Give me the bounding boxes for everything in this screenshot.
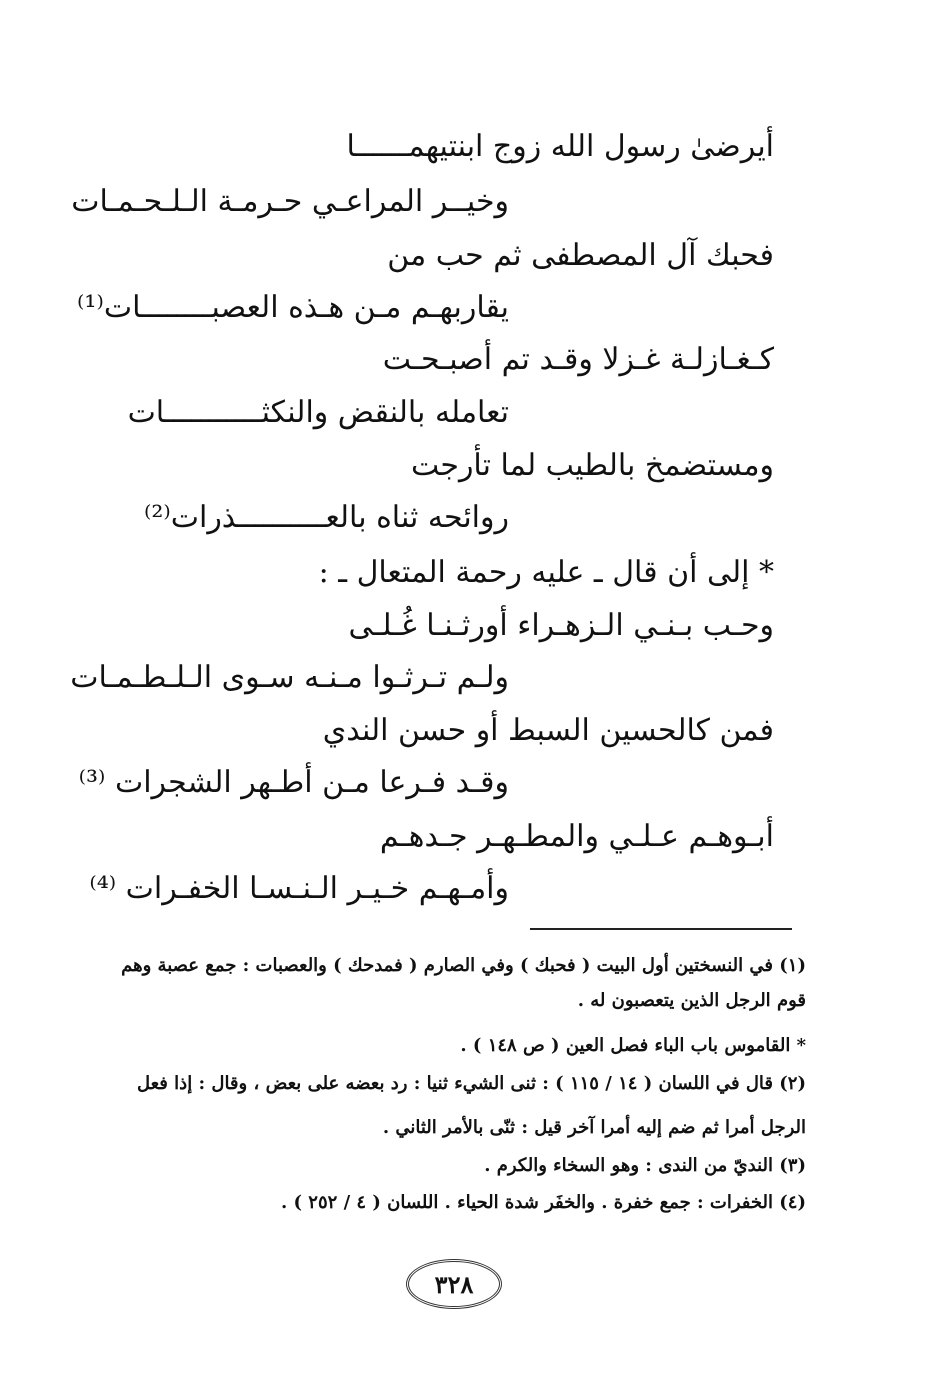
poem-line: أيرضىٰ رسول الله زوج ابنتيهمــــــا xyxy=(346,129,774,164)
footnote-4: (٤) الخفرات : جمع خفرة . والخفَر شدة الحياء . اللسان ( ٤ / ٢٥٢ ) . xyxy=(280,1192,806,1213)
poem-line: وقـد فـرعا مـن أطـهر الشجرات ⁽³⁾ xyxy=(78,765,509,800)
poem-line: فمن كالحسين السبط أو حسن الندي xyxy=(322,713,774,748)
footnote-2: (٢) قال في اللسان ( ١٤ / ١١٥ ) : ثنى الشيء ثنيا : رد بعضه على بعض ، وقال : إذا فعل xyxy=(136,1073,806,1094)
poem-line: ولـم تـرثـوا مـنـه سـوى الـلـطـمـات xyxy=(70,660,509,695)
poem-line: وخيــر المراعـي حـرمـة الـلـحـمـات xyxy=(71,184,509,219)
poem-interjection: * إلى أن قال ـ عليه رحمة المتعال ـ : xyxy=(318,555,774,590)
poem-line: وأمـهـم خـيـر الـنـسـا الخفـرات ⁽⁴⁾ xyxy=(89,871,509,906)
poem-line: روائحه ثناه بالعــــــــــذرات⁽²⁾ xyxy=(143,500,509,535)
poem-line: وحـب بـنـي الـزهـراء أورثـنـا غُـلـى xyxy=(348,608,774,643)
poem-line: يقاربهـم مـن هـذه العصبــــــــات⁽¹⁾ xyxy=(77,290,509,325)
poem-line: فحبك آل المصطفى ثم حب من xyxy=(387,238,774,273)
footnote-1: (١) في النسختين أول البيت ( فحبك ) وفي الصارم ( فمدحك ) والعصبات : جمع عصبة وهم xyxy=(121,955,806,976)
page-number-badge xyxy=(406,1259,502,1309)
footnote-1-note: * القاموس باب الباء فصل العين ( ص ١٤٨ ) . xyxy=(460,1035,806,1056)
page-number: ٣٢٨ xyxy=(434,1269,474,1299)
footnote-2-continued: الرجل أمرا ثم ضم إليه أمرا آخر قيل : ثنّى بالأمر الثاني . xyxy=(382,1117,806,1138)
poem-line: ومستضمخ بالطيب لما تأرجت xyxy=(410,448,774,483)
poem-line: كـغـازلـة غـزلا وقـد تم أصبـحـت xyxy=(382,342,774,377)
poem-line: تعامله بالنقض والنكثـــــــــــات xyxy=(127,395,509,430)
poem-line: أبـوهـم عـلـي والمطـهـر جـدهـم xyxy=(379,819,774,854)
footnote-3: (٣) النديّ من الندى : وهو السخاء والكرم . xyxy=(484,1155,806,1176)
footnote-1-continued: قوم الرجل الذين يتعصبون له . xyxy=(577,990,806,1011)
